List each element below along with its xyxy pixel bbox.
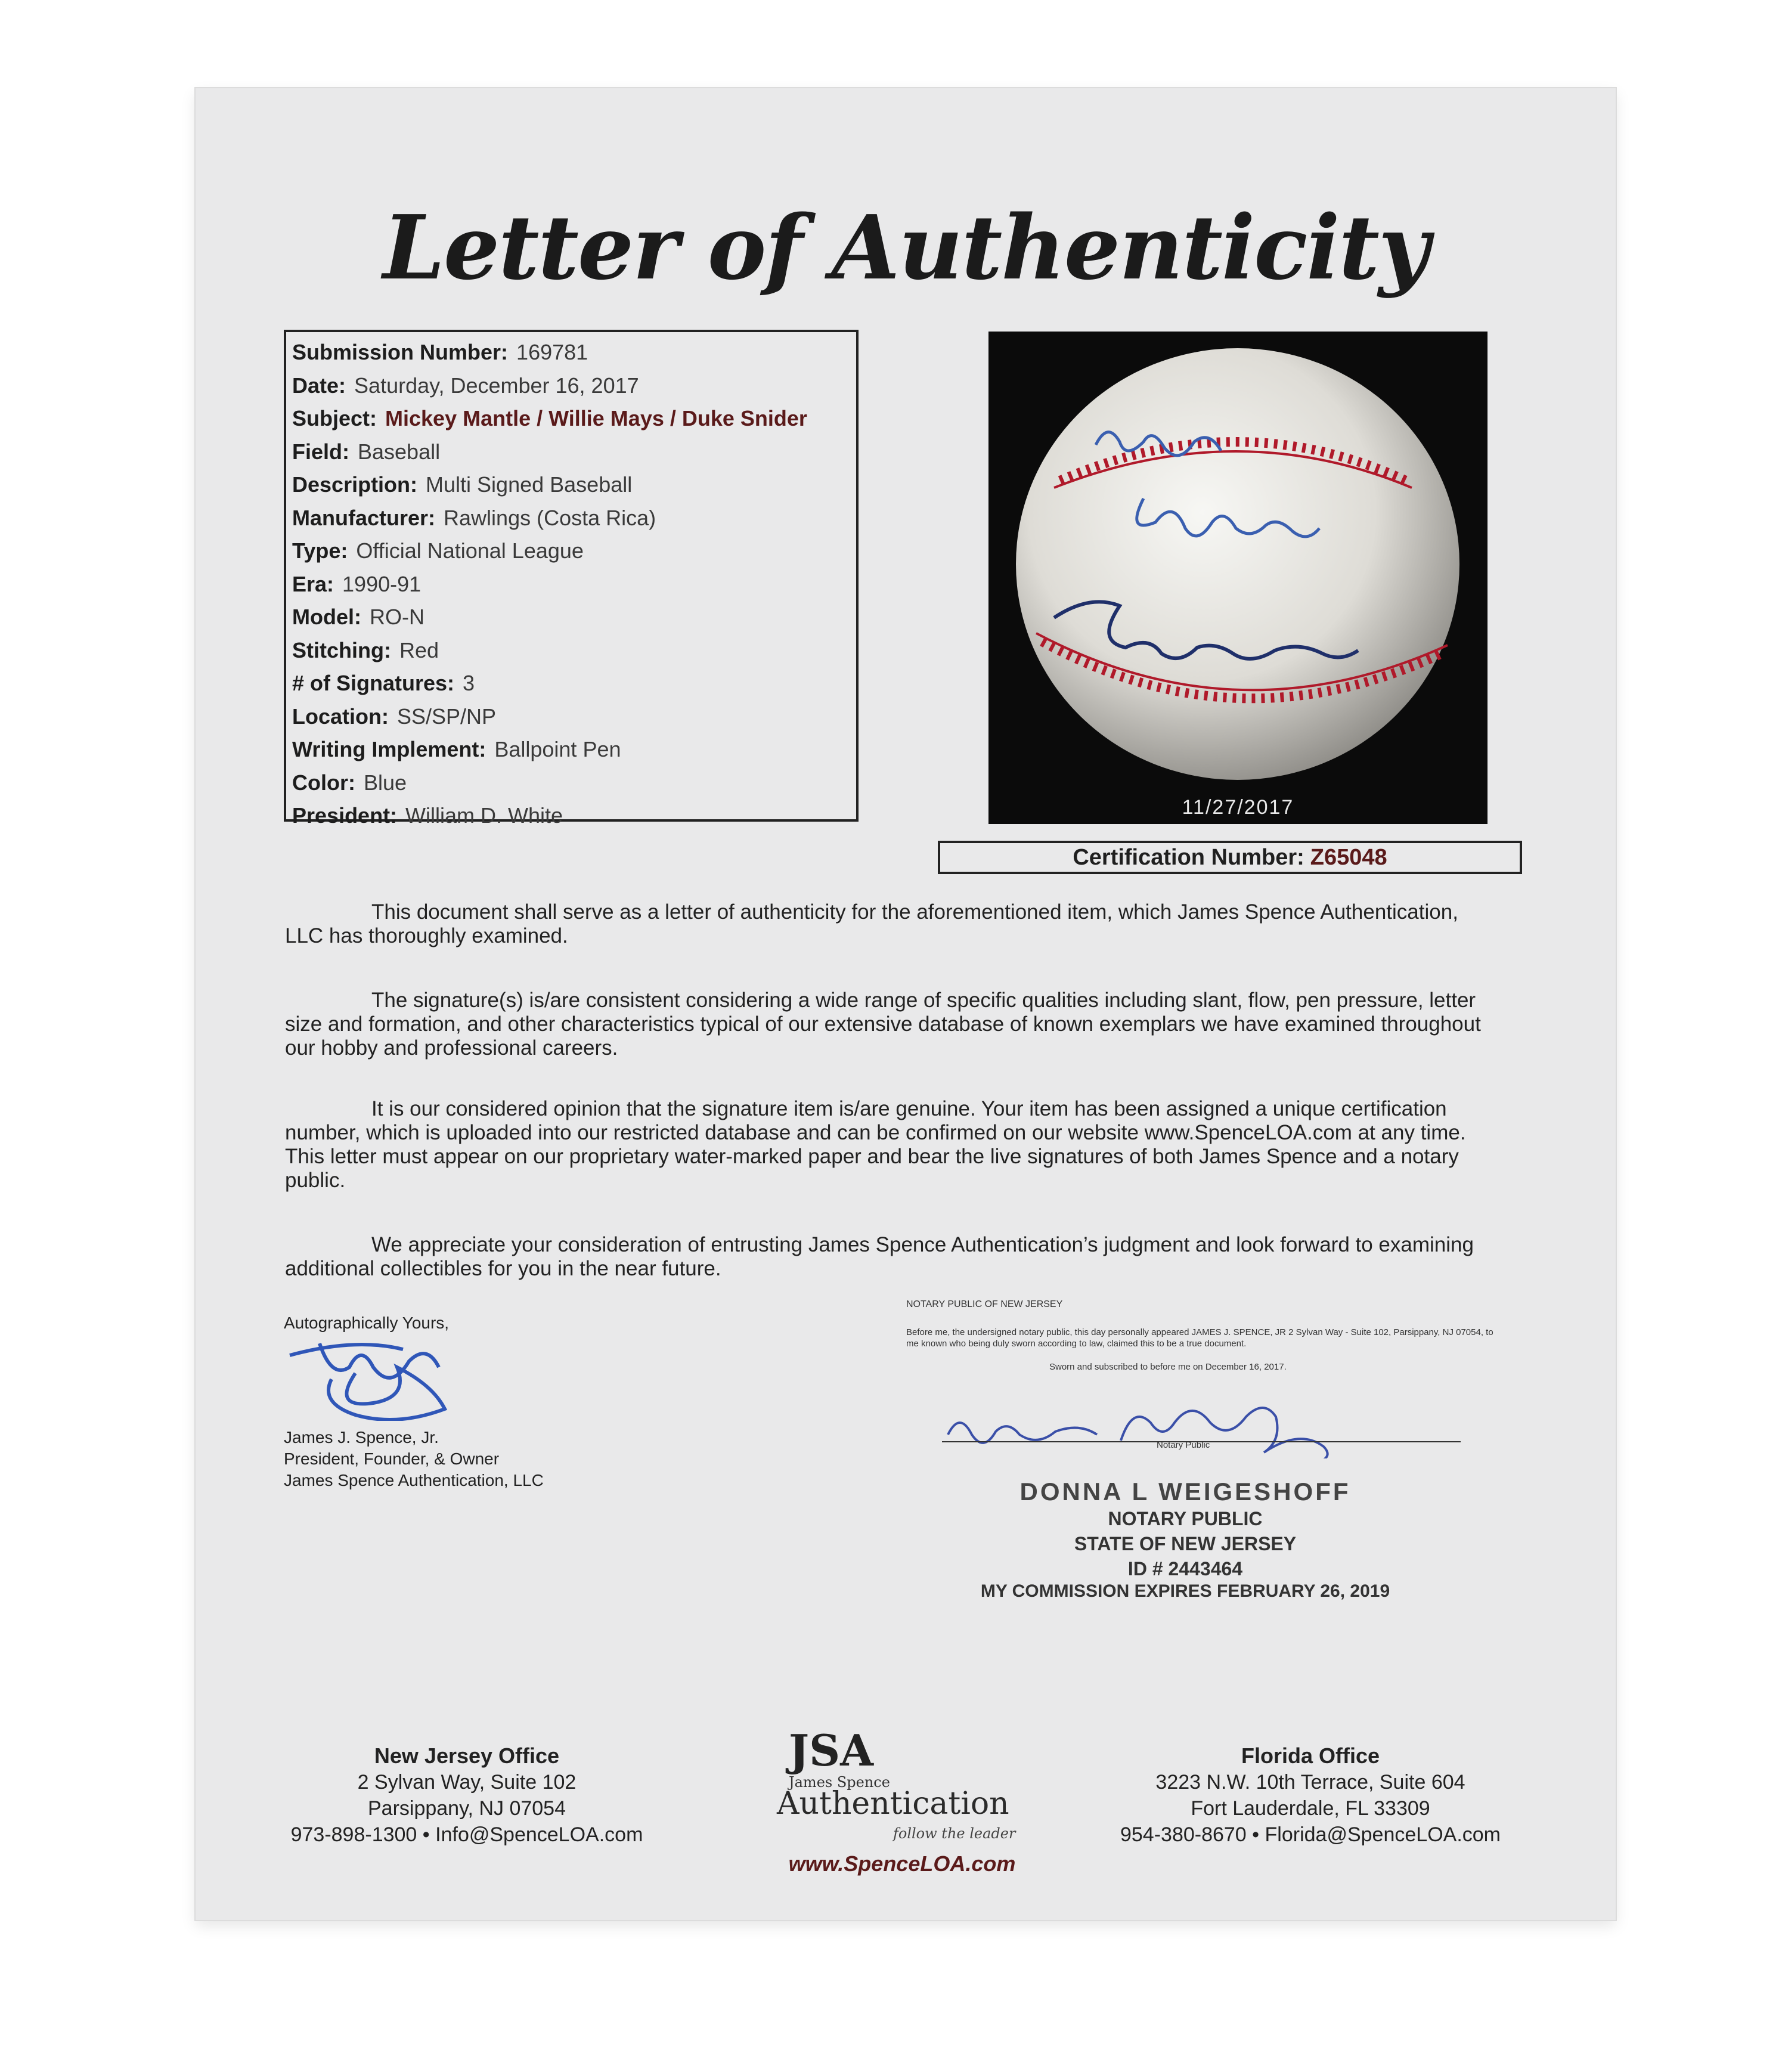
notary-stamp-state: STATE OF NEW JERSEY <box>1074 1533 1297 1554</box>
info-row-president <box>292 799 850 832</box>
fl-office-heading: Florida Office <box>1241 1743 1380 1768</box>
info-value: William D. White <box>405 803 563 828</box>
spence-signature <box>284 1331 510 1421</box>
info-row-stitching <box>292 634 850 667</box>
notary-statement: Before me, the undersigned notary public, this day personally appeared JAMES J. SPENCE, JR 2 Sylvan Way - Suite 102, Parsippany, NJ 07054, to me known who being duly sworn according to law, claimed this to be a true document. <box>906 1327 1493 1349</box>
info-row-field <box>292 435 850 469</box>
nj-office-address1: 2 Sylvan Way, Suite 102 <box>357 1771 577 1794</box>
paragraph-1: This document shall serve as a letter of authenticity for the aforementioned item, which James Spence Authentication, LLC has thoroughly examined. <box>285 900 1458 947</box>
logo-name: James Spence <box>789 1774 890 1791</box>
info-value: Red <box>399 637 439 662</box>
info-value: Rawlings (Costa Rica) <box>444 505 656 530</box>
info-key: # of Signatures: <box>292 671 455 695</box>
info-value: Ballpoint Pen <box>494 737 621 761</box>
info-value: SS/SP/NP <box>396 704 497 729</box>
paragraph-3: It is our considered opinion that the signature item is/are genuine. Your item has been assigned a unique certification number, which is uploaded into our restricted database and can be confirmed on our website www.SpenceLOA.com at any time. This letter must appear on our proprietary water-marked paper and bear the live signatures of both James Spence and a notary public. <box>285 1097 1466 1192</box>
notary-line-label: Notary Public <box>1157 1440 1210 1450</box>
notary-stamp <box>947 1478 1424 1602</box>
notary-sworn: Sworn and subscribed to before me on December 16, 2017. <box>1049 1362 1287 1372</box>
paragraph-2: The signature(s) is/are consistent considering a wide range of specific qualities including slant, flow, pen pressure, letter size and formation, and other characteristics typical of our extensive database of known exemplars we have examined throughout our hobby and professional careers. <box>285 989 1481 1060</box>
notary-header: NOTARY PUBLIC OF NEW JERSEY <box>906 1299 1063 1309</box>
info-value: RO-N <box>369 605 424 629</box>
info-value: Mickey Mantle / Willie Mays / Duke Snider <box>385 406 807 430</box>
photo-date: 11/27/2017 <box>1182 796 1294 819</box>
signer-details <box>284 1427 544 1491</box>
nj-office <box>273 1743 661 1848</box>
info-value: 1990-91 <box>342 571 422 596</box>
logo-tagline: follow the leader <box>893 1825 1016 1842</box>
nj-office-heading: New Jersey Office <box>374 1743 560 1768</box>
signer-title: President, Founder, & Owner <box>284 1450 500 1468</box>
info-key: Era: <box>292 571 334 596</box>
paragraph-4: We appreciate your consideration of entrusting James Spence Authentication’s judgment and look forward to examining additional collectibles for you in the near future. <box>285 1233 1474 1280</box>
info-row-location <box>292 700 850 733</box>
notary-stamp-id: ID # 2443464 <box>1127 1558 1243 1579</box>
info-row-writing-implement <box>292 733 850 766</box>
nj-office-address2: Parsippany, NJ 07054 <box>367 1797 566 1820</box>
info-key: Field: <box>292 439 349 464</box>
info-key: President: <box>292 803 398 828</box>
signer-block <box>284 1314 701 1489</box>
closing-text: Autographically Yours, <box>284 1314 450 1332</box>
info-key: Subject: <box>292 406 377 430</box>
certification-number: Z65048 <box>1310 845 1387 870</box>
info-key: Manufacturer: <box>292 505 436 530</box>
info-value: Official National League <box>356 538 584 563</box>
logo-word: Authentication <box>777 1786 1009 1822</box>
fl-office-address2: Fort Lauderdale, FL 33309 <box>1191 1797 1430 1820</box>
info-value: Baseball <box>358 439 441 464</box>
fl-office-phone: 954-380-8670 <box>1120 1823 1247 1846</box>
info-row-date <box>292 369 850 402</box>
info-row-manufacturer <box>292 501 850 535</box>
logo-abbr: JSA <box>789 1725 873 1776</box>
fl-office-contact: 954-380-8670 • Florida@SpenceLOA.com <box>1120 1823 1501 1846</box>
info-key: Submission Number: <box>292 340 509 364</box>
info-row-subject <box>292 402 850 435</box>
info-key: Location: <box>292 704 389 729</box>
info-row-color <box>292 766 850 800</box>
fl-office <box>1078 1743 1543 1848</box>
jsa-logo <box>753 1725 1051 1874</box>
logo-url[interactable]: www.SpenceLOA.com <box>788 1851 1016 1876</box>
letter-page <box>196 88 1616 1920</box>
info-row-description <box>292 468 850 501</box>
info-value: 169781 <box>516 340 588 364</box>
fl-office-email[interactable]: Florida@SpenceLOA.com <box>1265 1823 1501 1846</box>
nj-office-contact: 973-898-1300 • Info@SpenceLOA.com <box>290 1823 643 1846</box>
info-row-type <box>292 534 850 568</box>
info-row-submission <box>292 336 850 369</box>
item-info-table <box>284 330 859 828</box>
info-key: Date: <box>292 373 346 398</box>
certification-number-box <box>938 841 1522 874</box>
signer-name: James J. Spence, Jr. <box>284 1428 439 1447</box>
nj-office-email[interactable]: Info@SpenceLOA.com <box>435 1823 643 1846</box>
baseball-photo <box>988 332 1488 824</box>
info-value: 3 <box>463 671 475 695</box>
certification-label: Certification Number: <box>1073 845 1304 870</box>
info-key: Description: <box>292 472 418 497</box>
notary-block <box>906 1299 1502 1450</box>
info-key: Model: <box>292 605 361 629</box>
info-key: Stitching: <box>292 637 391 662</box>
baseball-image <box>988 332 1488 824</box>
info-value: Multi Signed Baseball <box>426 472 633 497</box>
info-row-signatures <box>292 667 850 700</box>
nj-office-phone: 973-898-1300 <box>290 1823 417 1846</box>
fl-office-address1: 3223 N.W. 10th Terrace, Suite 604 <box>1155 1771 1465 1794</box>
info-value: Saturday, December 16, 2017 <box>354 373 639 398</box>
info-value: Blue <box>363 770 407 795</box>
notary-stamp-title: NOTARY PUBLIC <box>1108 1508 1263 1529</box>
signer-company: James Spence Authentication, LLC <box>284 1471 544 1489</box>
info-key: Type: <box>292 538 348 563</box>
info-key: Writing Implement: <box>292 737 486 761</box>
info-row-model <box>292 600 850 634</box>
ball-body <box>1016 348 1459 780</box>
page-title: Letter of Authenticity <box>383 196 1428 299</box>
info-key: Color: <box>292 770 355 795</box>
notary-stamp-name: DONNA L WEIGESHOFF <box>1019 1478 1351 1506</box>
info-row-era <box>292 568 850 601</box>
notary-stamp-expires: MY COMMISSION EXPIRES FEBRUARY 26, 2019 <box>980 1581 1390 1601</box>
